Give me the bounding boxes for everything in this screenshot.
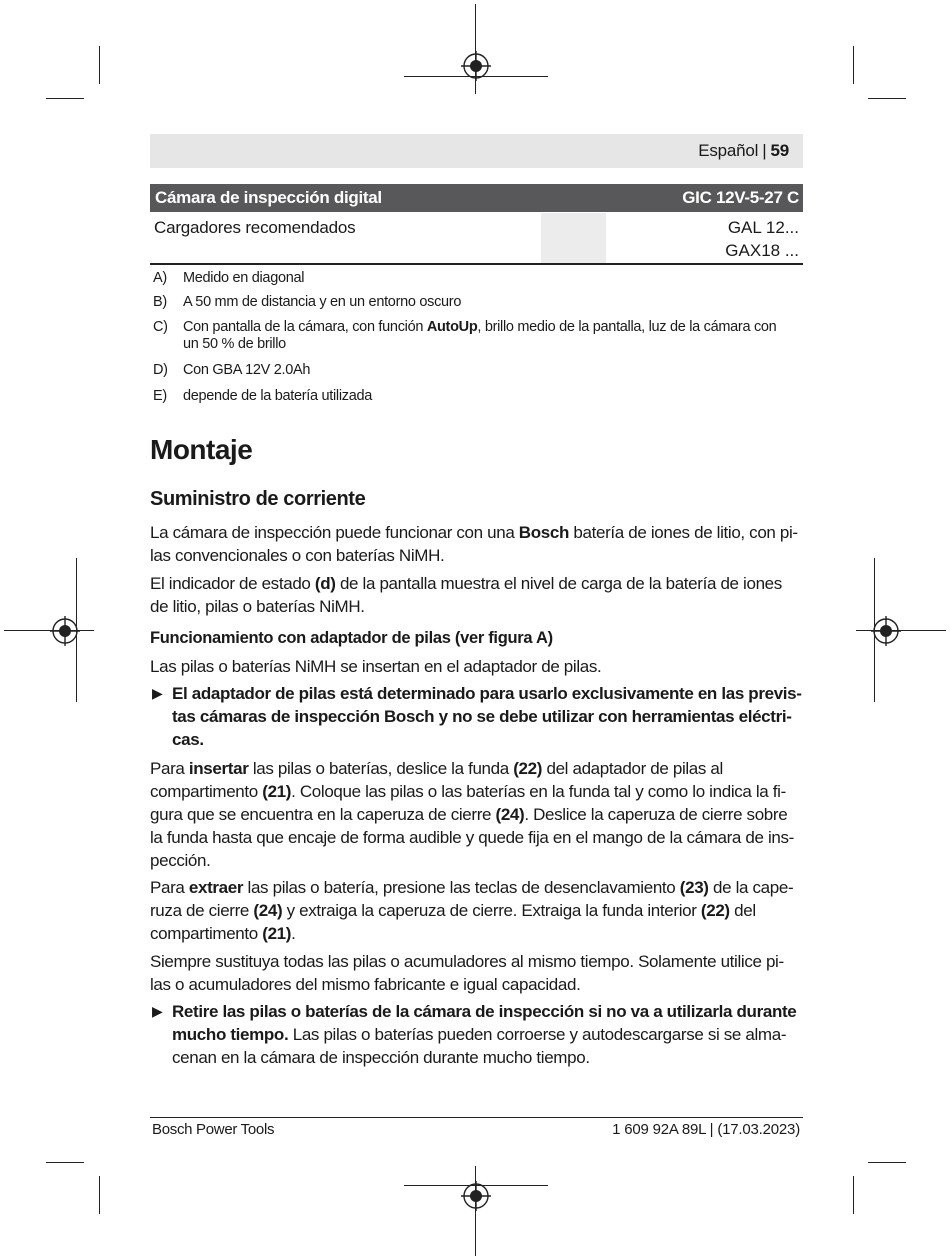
footnote-text: A 50 mm de distancia y en un entorno oscuro [183,294,462,310]
paragraph [150,950,805,996]
action-term: insertar [188,759,249,778]
footnote-bold-term: AutoUp [426,319,478,335]
text-run: Las pilas o baterías NiMH se insertan en el adaptador de pilas. [150,657,602,676]
text-run: del [729,901,756,920]
text-run: Para [150,878,189,897]
footnote-text-part: , brillo medio de la pantalla, luz de la cámara con [477,319,777,335]
reference-label: (21) [262,924,292,943]
crop-mark [853,1176,854,1214]
text-run: de la cape- [708,878,794,897]
procedure-title: Funcionamiento con adaptador de pilas (ver figura A) [150,629,553,647]
text-run: Para [150,759,189,778]
text-run: del adaptador de pilas al [542,759,723,778]
header-text [698,141,789,161]
text-run: Retire las pilas o baterías de la cámara de inspección si no va a utilizarla durante [172,1002,797,1021]
table-cell-shade [541,213,606,264]
text-run: las pilas o baterías, deslice la funda [248,759,514,778]
text-run: y extraiga la caperuza de cierre. Extraiga la funda interior [282,901,701,920]
paragraph [150,757,805,872]
footnote-key: C) [153,319,168,335]
text-run: de litio, pilas o baterías NiMH. [150,597,365,616]
section-title: Montaje [150,434,253,465]
triangle-right-icon: ▶ [152,685,163,701]
registration-mark-icon [871,616,901,646]
text-run: compartimento [150,924,263,943]
text-run: gura que se encuentra en la caperuza de cierre [150,805,496,824]
crop-mark [99,1176,100,1214]
page-number: 59 [770,141,789,160]
paragraph [150,876,805,945]
paragraph [150,572,805,618]
spec-row-label: Cargadores recomendados [154,218,356,237]
text-run: ruza de cierre [150,901,254,920]
footnote-text: Con GBA 12V 2.0Ah [183,362,311,378]
text-run: la funda hasta que encaje de forma audible y quede fija en el mango de la cámara de ins- [150,828,794,847]
crop-mark [868,98,906,99]
crop-mark [4,630,94,631]
brand-name: Bosch [518,523,570,542]
reference-label: (22) [513,759,543,778]
table-rule [150,263,803,265]
footnote-text-part: Con pantalla de la cámara, con función [183,319,427,335]
footer-doc-id: 1 609 92A 89L | (17.03.2023) [612,1121,800,1138]
footnote-text: depende de la batería utilizada [183,388,373,404]
spec-row-value: GAX18 ... [725,241,799,260]
footnote-text [183,319,803,353]
text-run: las pilas o batería, presione las teclas de desenclavamiento [243,878,680,897]
footer-brand: Bosch Power Tools [152,1121,275,1138]
text-run: El indicador de estado [150,574,315,593]
reference-label: (23) [679,878,709,897]
registration-mark-icon [461,1181,491,1211]
text-run: El adaptador de pilas está determinado para usarlo exclusivamente en las previs- [172,684,802,703]
text-run: mucho tiempo. [172,1025,289,1044]
spec-table-title: Cámara de inspección digital [155,188,382,207]
footnote-key: D) [153,362,168,378]
spec-table-model: GIC 12V-5-27 C [682,188,799,207]
crop-mark [868,1162,906,1163]
crop-mark [856,630,946,631]
text-run: batería de iones de litio, con pi- [569,523,798,542]
subsection-title: Suministro de corriente [150,488,366,510]
text-run: . [291,924,296,943]
footnote-text: Medido en diagonal [183,270,305,286]
crop-mark [475,1166,476,1256]
text-run: las o acumuladores del mismo fabricante e igual capacidad. [150,975,581,994]
registration-mark-icon [461,51,491,81]
reference-label: (24) [253,901,283,920]
footer-rule [150,1117,803,1118]
warning-text [172,1000,805,1069]
header-language: Español [698,141,759,160]
spec-table-header [150,184,803,212]
triangle-right-icon: ▶ [152,1003,163,1019]
reference-label: (21) [262,782,292,801]
text-run: pección. [150,851,211,870]
crop-mark [99,46,100,84]
spec-row-value: GAL 12... [727,218,799,237]
text-run: . Coloque las pilas o las baterías en la funda tal y como lo indica la fi- [291,782,786,801]
text-run: Siempre sustituya todas las pilas o acumuladores al mismo tiempo. Solamente utilice pi- [150,952,784,971]
text-run: compartimento [150,782,263,801]
text-run: . Deslice la caperuza de cierre sobre [524,805,788,824]
warning-text [172,682,805,751]
crop-mark [46,98,84,99]
crop-mark [853,46,854,84]
footnote-key: E) [153,388,167,404]
page-header [150,134,803,168]
registration-mark-icon [50,616,80,646]
footnote-key: A) [153,270,167,286]
reference-label: (24) [495,805,525,824]
footnote-text-part: un 50 % de brillo [183,336,286,352]
text-run: cas. [172,730,204,749]
text-run: tas cámaras de inspección Bosch y no se debe utilizar con herramientas eléctri- [172,707,792,726]
paragraph [150,521,805,567]
action-term: extraer [188,878,244,897]
footnote-key: B) [153,294,167,310]
text-run: de la pantalla muestra el nivel de carga de la batería de iones [335,574,782,593]
reference-label: (d) [314,574,336,593]
reference-label: (22) [700,901,730,920]
spec-table-row [150,213,803,265]
paragraph [150,655,805,678]
text-run: las convencionales o con baterías NiMH. [150,546,445,565]
header-separator: | [762,141,767,160]
text-run: cenan en la cámara de inspección durante mucho tiempo. [172,1048,590,1067]
text-run: La cámara de inspección puede funcionar con una [150,523,519,542]
crop-mark [46,1162,84,1163]
text-run: Las pilas o baterías pueden corroerse y autodescargarse si se alma- [288,1025,787,1044]
